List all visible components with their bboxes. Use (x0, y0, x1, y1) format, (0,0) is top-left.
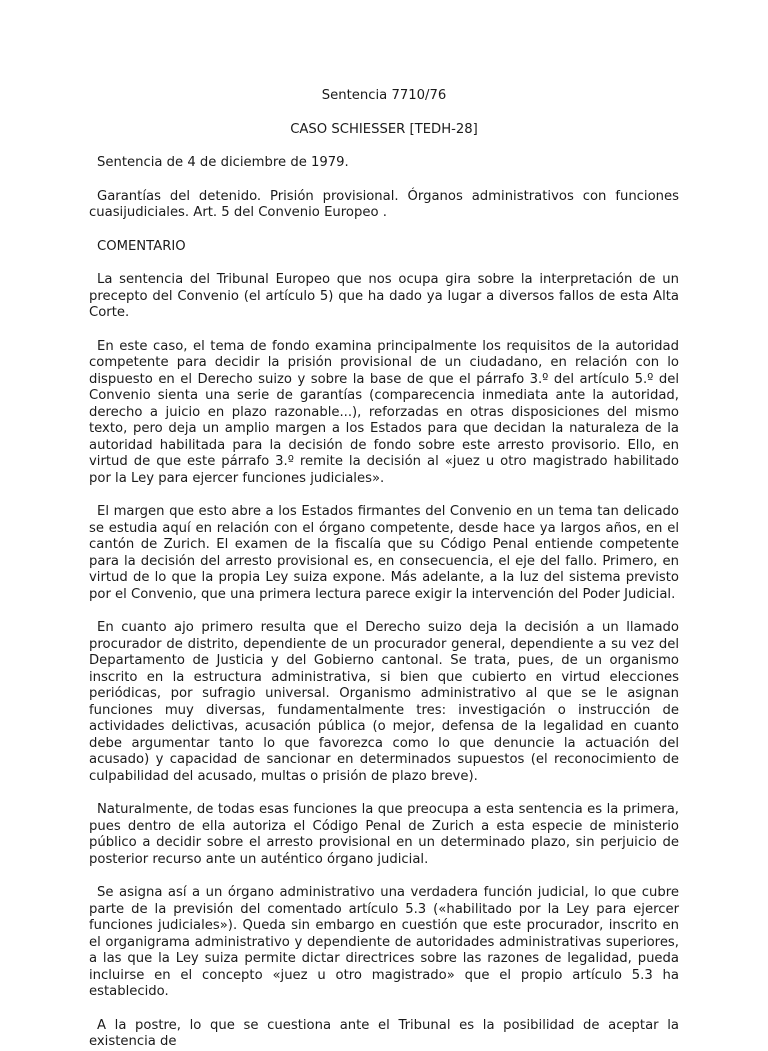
paragraph: En cuanto ajo primero resulta que el Derecho suizo deja la decisión a un llamado procurador de distrito, dependiente de un procurador general, dependiente a su vez del Departamento de Justicia y del Gobierno cantonal. Se trata, pues, de un organismo inscrito en la estructura administrativa, si bien que cubierto en virtud elecciones periódicas, por sufragio universal. Organismo administrativo al que se le asignan funciones muy diversas, fundamentalmente tres: investigación o instrucción de actividades delictivas, acusación pública (o mejor, defensa de la legalidad en cuanto debe argumentar tanto lo que favorezca como lo que denuncie la actuación del acusado) y capacidad de sancionar en determinados supuestos (el reconocimiento de culpabilidad del acusado, multas o prisión de plazo breve). (89, 620, 679, 784)
paragraph: El margen que esto abre a los Estados firmantes del Convenio en un tema tan delicado se estudia aquí en relación con el órgano competente, desde hace ya largos años, en el cantón de Zurich. El examen de la fiscalía que su Código Penal entiende competente para la decisión del arresto provisional es, en consecuencia, el eje del fallo. Primero, en virtud de lo que la propia Ley suiza expone. Más adelante, a la luz del sistema previsto por el Convenio, que una primera lectura parece exigir la intervención del Poder Judicial. (89, 504, 679, 602)
paragraph: A la postre, lo que se cuestiona ante el Tribunal es la posibilidad de aceptar la existencia de (89, 1017, 679, 1049)
paragraph: Naturalmente, de todas esas funciones la que preocupa a esta sentencia es la primera, pues dentro de ella autoriza el Código Penal de Zurich a esta especie de ministerio público a decidir sobre el arresto provisional en un determinado plazo, sin perjuicio de posterior recurso ante un auténtico órgano judicial. (89, 802, 679, 867)
case-name: CASO SCHIESSER [TEDH-28] (290, 121, 478, 137)
topics-line: Garantías del detenido. Prisión provisional. Órganos administrativos con funciones cuasijudiciales. Art. 5 del Convenio Europeo . (89, 188, 679, 220)
document-title: Sentencia 7710/76 (321, 88, 447, 103)
paragraph: Se asigna así a un órgano administrativo una verdadera función judicial, lo que cubre parte de la previsión del comentado artículo 5.3 («habilitado por la Ley para ejercer funciones judiciales»). Queda sin embargo en cuestión que este procurador, inscrito en el organigrama administrativo y dependiente de autoridades administrativas superiores, a las que la Ley suiza permite dictar directrices sobre las razones de legalidad, pueda incluirse en el concepto «juez u otro magistrado» que el propio artículo 5.3 ha establecido. (89, 885, 679, 999)
paragraph: En este caso, el tema de fondo examina principalmente los requisitos de la autoridad competente para decidir la prisión provisional de un ciudadano, en relación con lo dispuesto en el Derecho suizo y sobre la base de que el párrafo 3.º del artículo 5.º del Convenio sienta una serie de garantías (comparecencia inmediata ante la autoridad, derecho a juicio en plazo razonable...), reforzadas en otras disposiciones del mismo texto, pero deja un amplio margen a los Estados para que decidan la naturaleza de la autoridad habilitada para la decisión de fondo sobre este arresto provisorio. Ello, en virtud de que este párrafo 3.º remite la decisión al «juez u otro magistrado habilitado por la Ley para ejercer funciones judiciales». (89, 338, 679, 486)
document-page (89, 88, 679, 1051)
section-heading: COMENTARIO (97, 238, 186, 254)
paragraph: La sentencia del Tribunal Europeo que nos ocupa gira sobre la interpretación de un precepto del Convenio (el artículo 5) que ha dado ya lugar a diversos fallos de esta Alta Corte. (89, 272, 679, 320)
date-line: Sentencia de 4 de diciembre de 1979. (97, 155, 349, 170)
